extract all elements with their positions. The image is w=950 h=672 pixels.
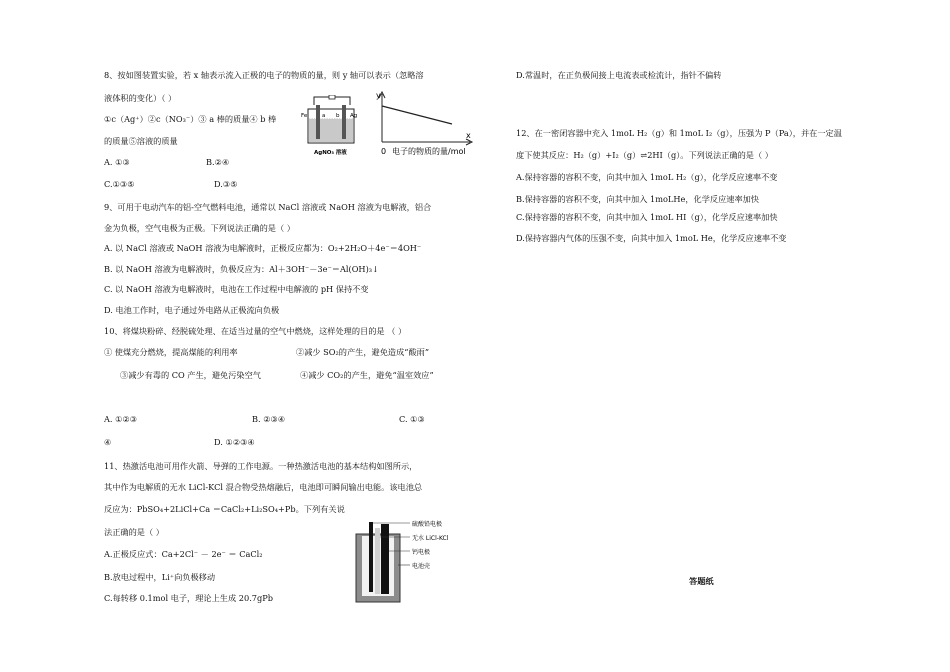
q8-graph-x-axis-title: 电子的物质的量/mol: [392, 147, 466, 156]
q11-battery-diagram: [352, 512, 482, 604]
q11-fig-label-lead-sulfate-electrode: 硫酸铅电极: [412, 521, 443, 528]
q10-statement-1: ① 使煤充分燃烧，提高煤能的利用率: [104, 347, 238, 357]
q8-choice-c: C.①③⑤: [104, 179, 135, 189]
q12-option-d: D.保持容器内气体的压强不变，向其中加入 1moL He，化学反应速率不变: [516, 233, 787, 243]
q11-fig-label-calcium-electrode: 钙电极: [412, 549, 431, 556]
q8-fig-label-a: a: [322, 113, 326, 119]
q10-choice-b: B. ②③④: [252, 414, 286, 424]
q8-options-line1: ①c（Ag⁺）②c（NO₃⁻）③ a 棒的质量④ b 棒: [104, 114, 277, 124]
q9-option-c: C. 以 NaOH 溶液为电解液时，电池在工作过程中电解液的 pH 保持不变: [104, 284, 369, 294]
q8-graph-y-label: y: [376, 91, 381, 100]
q11-option-d: D.常温时，在正负极间接上电流表或检流计，指针不偏转: [516, 70, 722, 80]
q10-choice-a: A. ①②③: [104, 414, 138, 424]
q8-options-line2: 的质量⑤溶液的质量: [104, 136, 178, 146]
q10-statement-3: ③减少有毒的 CO 产生，避免污染空气: [120, 370, 261, 380]
q12-option-a: A.保持容器的容积不变，向其中加入 1moL H₂（g），化学反应速率不变: [516, 172, 778, 182]
q10-statement-2: ②减少 SO₂的产生，避免造成“酸雨”: [296, 347, 430, 357]
q10-stem: 10、将煤块粉碎、经脱硫处理、在适当过量的空气中燃烧，这样处理的目的是 （ ）: [104, 326, 407, 336]
q9-option-d: D. 电池工作时，电子通过外电路从正极流向负极: [104, 305, 280, 315]
q9-stem-line2: 金为负极，空气电极为正极。下列说法正确的是（ ）: [104, 223, 295, 233]
q8-choice-d: D.③⑤: [214, 179, 238, 189]
q11-stem-line1: 11、热激活电池可用作火箭、导弹的工作电源。一种热激活电池的基本结构如图所示，: [104, 461, 418, 471]
q12-option-c: C.保持容器的容积不变，向其中加入 1moL HI（g），化学反应速率加快: [516, 212, 778, 222]
q10-choice-c-tail: ④: [104, 437, 112, 447]
q11-stem-line2: 其中作为电解质的无水 LiCl-KCl 混合物受热熔融后，电池即可瞬间输出电能。该电池总: [104, 482, 423, 492]
q8-graph-line: [382, 106, 452, 124]
q10-statement-4: ④减少 CO₂的产生，避免“温室效应”: [300, 370, 434, 380]
q9-option-a: A. 以 NaCl 溶液或 NaOH 溶液为电解液时，正极反应都为：O₂+2H₂O＋4e⁻＝4OH⁻: [104, 243, 422, 253]
q9-stem-line1: 9、可用于电动汽车的铝-空气燃料电池，通常以 NaCl 溶液或 NaOH 溶液为电解液，铝合: [104, 202, 432, 212]
q11-stem-line4: 法正确的是（ ）: [104, 527, 164, 537]
q8-stem-line1: 8、按如图装置实验，若 x 轴表示流入正极的电子的物质的量，则 y 轴可以表示（忽略溶: [104, 70, 424, 80]
q8-fig-caption: AgNO₃ 溶液: [314, 150, 347, 156]
q12-stem-line2: 度下使其反应：H₂（g）+I₂（g）⇌2HI（g）。下列说法正确的是（ ）: [516, 150, 773, 160]
q8-fig-label-fe: Fe: [301, 113, 308, 119]
q8-apparatus-diagram: [300, 95, 362, 157]
q12-stem-line1: 12、在一密闭容器中充入 1moL H₂（g）和 1moL I₂（g），压强为 P（Pa），并在一定温: [516, 128, 842, 138]
q11-stem-line3: 反应为：PbSO₄+2LiCl+Ca ＝CaCl₂+Li₂SO₄+Pb。下列有关说: [104, 504, 345, 514]
q8-choice-a: A. ①③: [104, 157, 130, 167]
q11-option-c: C.每转移 0.1mol 电子，理论上生成 20.7gPb: [104, 593, 273, 603]
q10-choice-c: C. ①③: [399, 414, 425, 424]
q8-fig-label-ag: Ag: [350, 113, 358, 119]
q8-graph: [372, 86, 482, 158]
q10-choice-d: D. ①②③④: [214, 437, 255, 447]
q8-graph-origin: 0: [381, 147, 387, 156]
q11-fig-label-electrolyte: 无水 LiCl-KCl: [412, 535, 449, 542]
q9-option-b: B. 以 NaOH 溶液为电解液时，负极反应为：Al＋3OH⁻－3e⁻＝Al(OH)₃↓: [104, 264, 379, 274]
q11-fig-label-battery-case: 电池壳: [412, 563, 431, 570]
q8-graph-x-label: x: [466, 131, 471, 140]
q8-fig-label-b: b: [336, 113, 340, 119]
answer-sheet-title: 答题纸: [689, 576, 714, 586]
q8-choice-b: B.②④: [206, 157, 230, 167]
q11-option-b: B.放电过程中，Li⁺向负极移动: [104, 572, 216, 582]
q12-option-b: B.保持容器的容积不变，向其中加入 1moLHe，化学反应速率加快: [516, 194, 760, 204]
q8-stem-line2: 液体积的变化）（ ）: [104, 93, 177, 103]
q11-option-a: A.正极反应式：Ca+2Cl⁻ － 2e⁻ ＝ CaCl₂: [104, 549, 263, 559]
